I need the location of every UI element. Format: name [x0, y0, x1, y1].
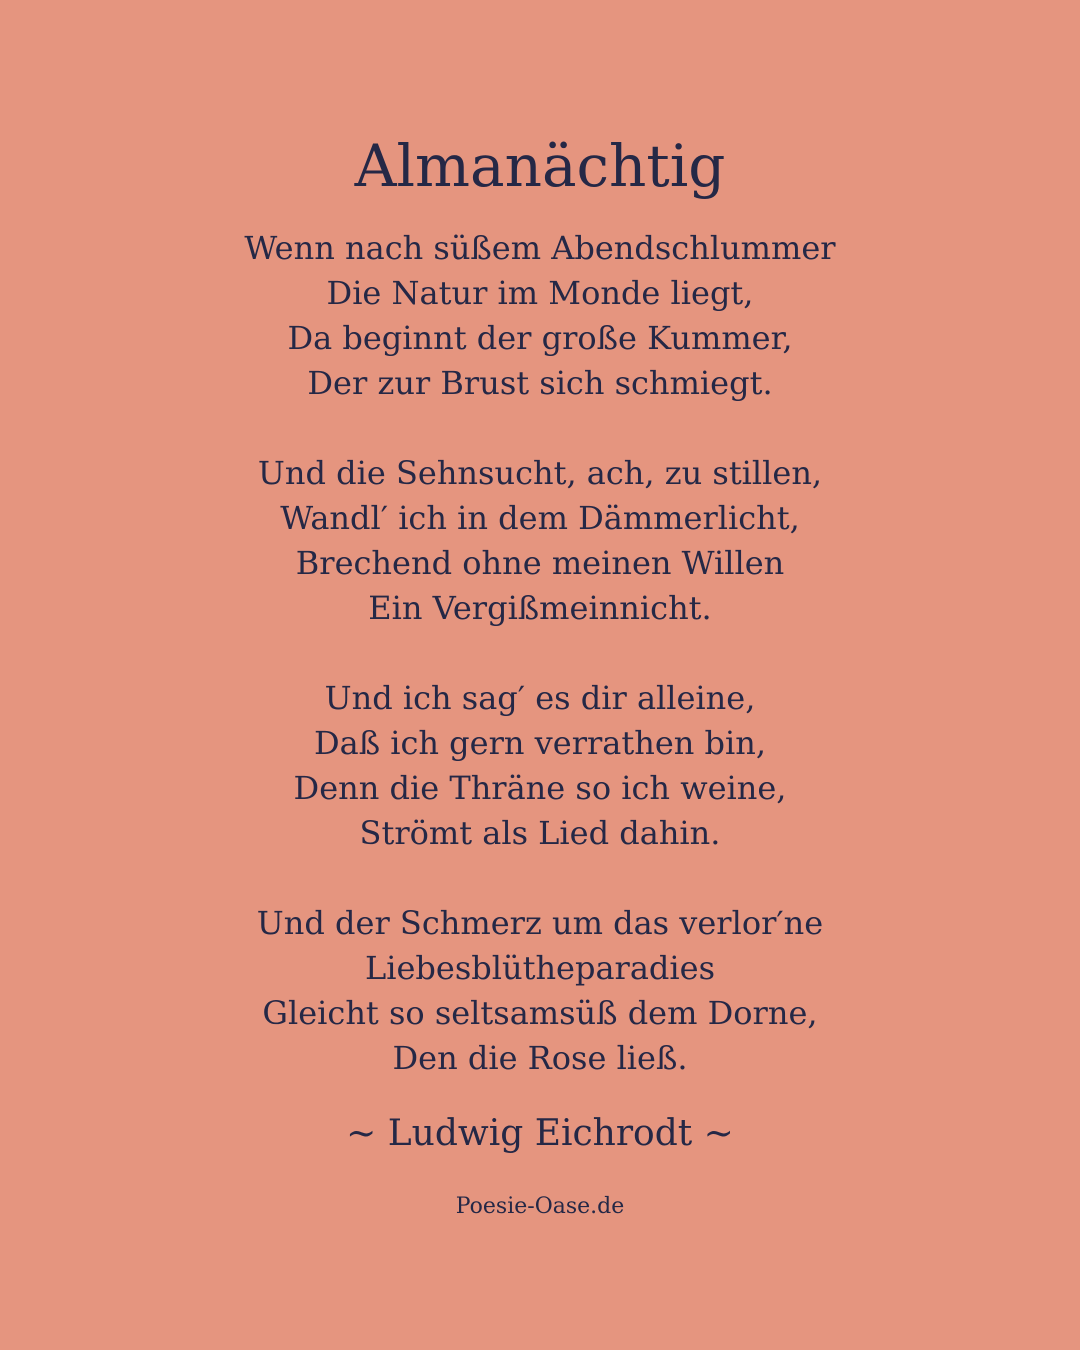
- stanza-3: [0, 676, 1080, 856]
- poem-line: Den die Rose ließ.: [392, 1039, 688, 1077]
- poem-author: ~ Ludwig Eichrodt ~: [346, 1113, 734, 1154]
- website-credit: Poesie-Oase.de: [455, 1194, 625, 1219]
- poem-line: Da beginnt der große Kummer,: [287, 319, 793, 357]
- poem-line: Die Natur im Monde liegt,: [326, 274, 754, 312]
- poem-line: Gleicht so seltsamsüß dem Dorne,: [262, 994, 818, 1032]
- poem-title: Almanächtig: [354, 132, 726, 200]
- poem-line: Wenn nach süßem Abendschlummer: [244, 229, 836, 267]
- stanza-4: [0, 901, 1080, 1081]
- poem-line: Ein Vergißmeinnicht.: [368, 589, 712, 627]
- poem-line: Und ich sag′ es dir alleine,: [324, 679, 756, 717]
- poem-line: Liebesblütheparadies: [364, 949, 715, 987]
- poem-line: Und der Schmerz um das verlor′ne: [256, 904, 824, 942]
- poem-line: Und die Sehnsucht, ach, zu stillen,: [257, 454, 823, 492]
- poem-line: Strömt als Lied dahin.: [359, 814, 721, 852]
- poem-line: Wandl′ ich in dem Dämmerlicht,: [280, 499, 800, 537]
- stanza-2: [0, 451, 1080, 631]
- poem-line: Brechend ohne meinen Willen: [295, 544, 785, 582]
- poem-body: [0, 226, 1080, 1081]
- poem-line: Denn die Thräne so ich weine,: [293, 769, 787, 807]
- poem-line: Der zur Brust sich schmiegt.: [307, 364, 773, 402]
- stanza-1: [0, 226, 1080, 406]
- poem-line: Daß ich gern verrathen bin,: [313, 724, 767, 762]
